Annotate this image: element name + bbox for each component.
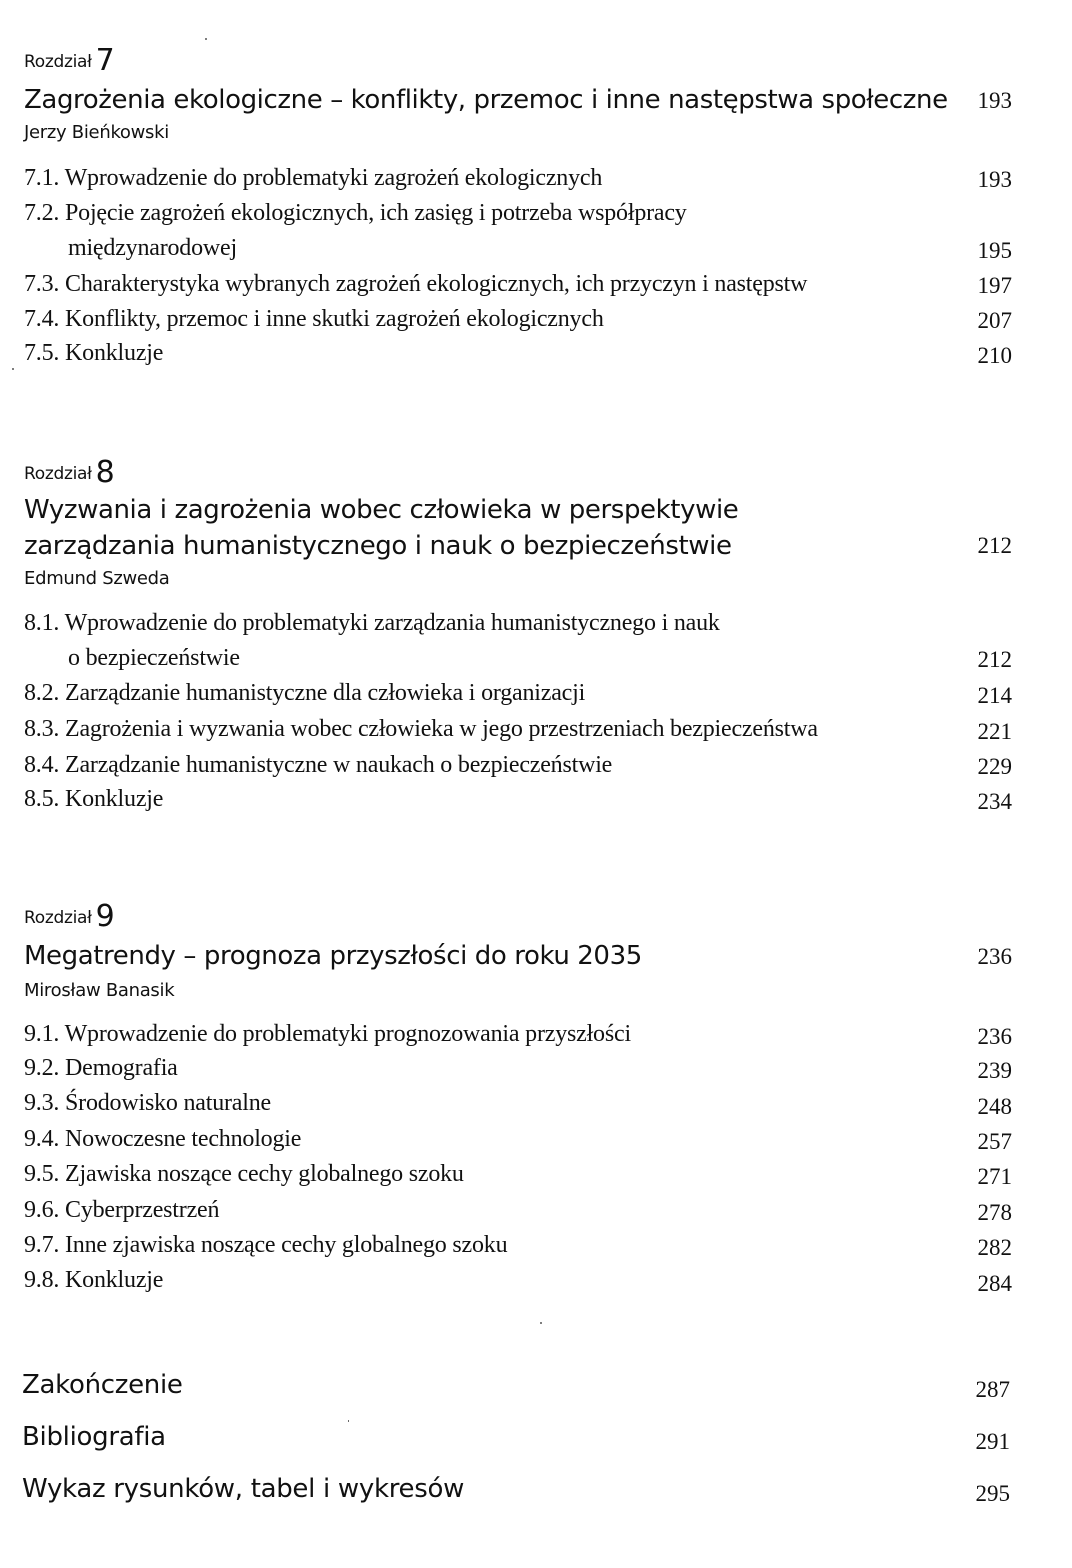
scan-speck: [12, 368, 14, 370]
section-title: Demografia: [65, 1055, 178, 1081]
chapter-label: Rozdział: [24, 52, 92, 72]
chapter-label: Rozdział: [24, 908, 92, 928]
section-title: Zarządzanie humanistyczne dla człowieka i organizacji: [65, 680, 586, 706]
toc-entry: [24, 165, 602, 192]
section-title: Środowisko naturalne: [65, 1090, 271, 1116]
section-page: 248: [977, 1094, 1012, 1119]
end-matter-page: 295: [975, 1481, 1010, 1506]
section-title: Konkluzje: [65, 1267, 164, 1293]
section-page: 214: [977, 683, 1012, 708]
chapter-title: Megatrendy – prognoza przyszłości do roku 2035: [24, 941, 642, 971]
toc-entry: [24, 1232, 507, 1259]
section-number: 7.3.: [24, 271, 60, 297]
section-page: 229: [977, 754, 1012, 779]
toc-entry: [24, 786, 163, 813]
section-number: 9.5.: [24, 1161, 60, 1187]
section-number: 8.3.: [24, 716, 60, 742]
section-page: 234: [977, 789, 1012, 814]
section-number: 9.4.: [24, 1126, 60, 1152]
toc-entry: [24, 340, 163, 367]
section-page: 282: [977, 1235, 1012, 1260]
section-page: 221: [977, 719, 1012, 744]
section-page: 271: [977, 1164, 1012, 1189]
chapter-9-heading: [24, 896, 115, 934]
chapter-7-heading: [24, 40, 115, 78]
toc-entry: [24, 1267, 163, 1294]
chapter-author: Mirosław Banasik: [24, 980, 175, 1001]
section-page: 197: [977, 273, 1012, 298]
section-number: 9.6.: [24, 1197, 60, 1223]
section-title: Nowoczesne technologie: [65, 1126, 302, 1152]
end-matter-title: Bibliografia: [22, 1422, 166, 1452]
section-page: 257: [977, 1129, 1012, 1154]
toc-entry: [24, 271, 807, 298]
chapter-title: Zagrożenia ekologiczne – konflikty, przemoc i inne następstwa społeczne: [24, 85, 948, 115]
toc-entry: [24, 1197, 219, 1224]
section-title: Cyberprzestrzeń: [65, 1197, 220, 1223]
section-number: 7.4.: [24, 306, 60, 332]
section-number: 7.5.: [24, 340, 60, 366]
section-number: 9.7.: [24, 1232, 60, 1258]
scan-speck: [540, 1322, 542, 1324]
toc-entry: [24, 200, 687, 227]
end-matter-title: Zakończenie: [22, 1370, 183, 1400]
section-number: 8.2.: [24, 680, 60, 706]
section-title: Zjawiska noszące cechy globalnego szoku: [65, 1161, 464, 1187]
chapter-8-heading: [24, 452, 115, 490]
toc-entry: [24, 1090, 271, 1117]
section-number: 8.5.: [24, 786, 60, 812]
chapter-page-number: 212: [977, 533, 1012, 558]
section-page: 212: [977, 647, 1012, 672]
section-page: 207: [977, 308, 1012, 333]
section-number: 7.1.: [24, 165, 60, 191]
chapter-author: Jerzy Bieńkowski: [24, 122, 169, 143]
section-title-continuation: międzynarodowej: [68, 235, 237, 261]
chapter-author: Edmund Szweda: [24, 568, 170, 589]
toc-entry: [24, 680, 585, 707]
scan-speck: [348, 1420, 349, 1422]
section-page: 278: [977, 1200, 1012, 1225]
chapter-title: Wyzwania i zagrożenia wobec człowieka w perspektywie: [24, 495, 739, 525]
section-title: Pojęcie zagrożeń ekologicznych, ich zasięg i potrzeba współpracy: [65, 200, 687, 226]
section-page: 284: [977, 1271, 1012, 1296]
toc-entry: [24, 716, 818, 743]
section-page: 195: [977, 238, 1012, 263]
section-title-continuation: o bezpieczeństwie: [68, 645, 240, 671]
chapter-label: Rozdział: [24, 464, 92, 484]
section-number: 7.2.: [24, 200, 60, 226]
toc-entry: [24, 610, 720, 637]
section-title: Zagrożenia i wyzwania wobec człowieka w jego przestrzeniach bezpieczeństwa: [65, 716, 818, 742]
section-page: 236: [977, 1024, 1012, 1049]
section-number: 8.1.: [24, 610, 60, 636]
chapter-number: 8: [95, 455, 115, 490]
toc-entry: [24, 752, 612, 779]
end-matter-page: 287: [975, 1377, 1010, 1402]
scan-speck: [205, 38, 207, 40]
chapter-number: 9: [95, 899, 115, 934]
chapter-page-number: 236: [977, 944, 1012, 969]
toc-entry: [24, 1021, 631, 1048]
section-number: 9.8.: [24, 1267, 60, 1293]
section-page: 239: [977, 1058, 1012, 1083]
chapter-title-continuation: zarządzania humanistycznego i nauk o bezpieczeństwie: [24, 531, 732, 561]
section-number: 9.2.: [24, 1055, 60, 1081]
toc-entry: [24, 1055, 178, 1082]
toc-entry: [24, 306, 604, 333]
section-title: Charakterystyka wybranych zagrożeń ekologicznych, ich przyczyn i następstw: [65, 271, 808, 297]
section-number: 8.4.: [24, 752, 60, 778]
section-title: Konflikty, przemoc i inne skutki zagrożeń ekologicznych: [65, 306, 604, 332]
section-title: Konkluzje: [65, 340, 164, 366]
section-title: Wprowadzenie do problematyki prognozowania przyszłości: [64, 1021, 631, 1047]
section-title: Wprowadzenie do problematyki zarządzania humanistycznego i nauk: [64, 610, 720, 636]
section-title: Konkluzje: [65, 786, 164, 812]
section-page: 210: [977, 343, 1012, 368]
section-title: Inne zjawiska noszące cechy globalnego szoku: [65, 1232, 508, 1258]
end-matter-page: 291: [975, 1429, 1010, 1454]
section-title: Zarządzanie humanistyczne w naukach o bezpieczeństwie: [65, 752, 613, 778]
end-matter-title: Wykaz rysunków, tabel i wykresów: [22, 1474, 465, 1504]
section-title: Wprowadzenie do problematyki zagrożeń ekologicznych: [64, 165, 603, 191]
section-number: 9.3.: [24, 1090, 60, 1116]
section-page: 193: [977, 167, 1012, 192]
chapter-page-number: 193: [977, 88, 1012, 113]
section-number: 9.1.: [24, 1021, 60, 1047]
chapter-number: 7: [95, 43, 115, 78]
toc-entry: [24, 1161, 464, 1188]
toc-entry: [24, 1126, 301, 1153]
